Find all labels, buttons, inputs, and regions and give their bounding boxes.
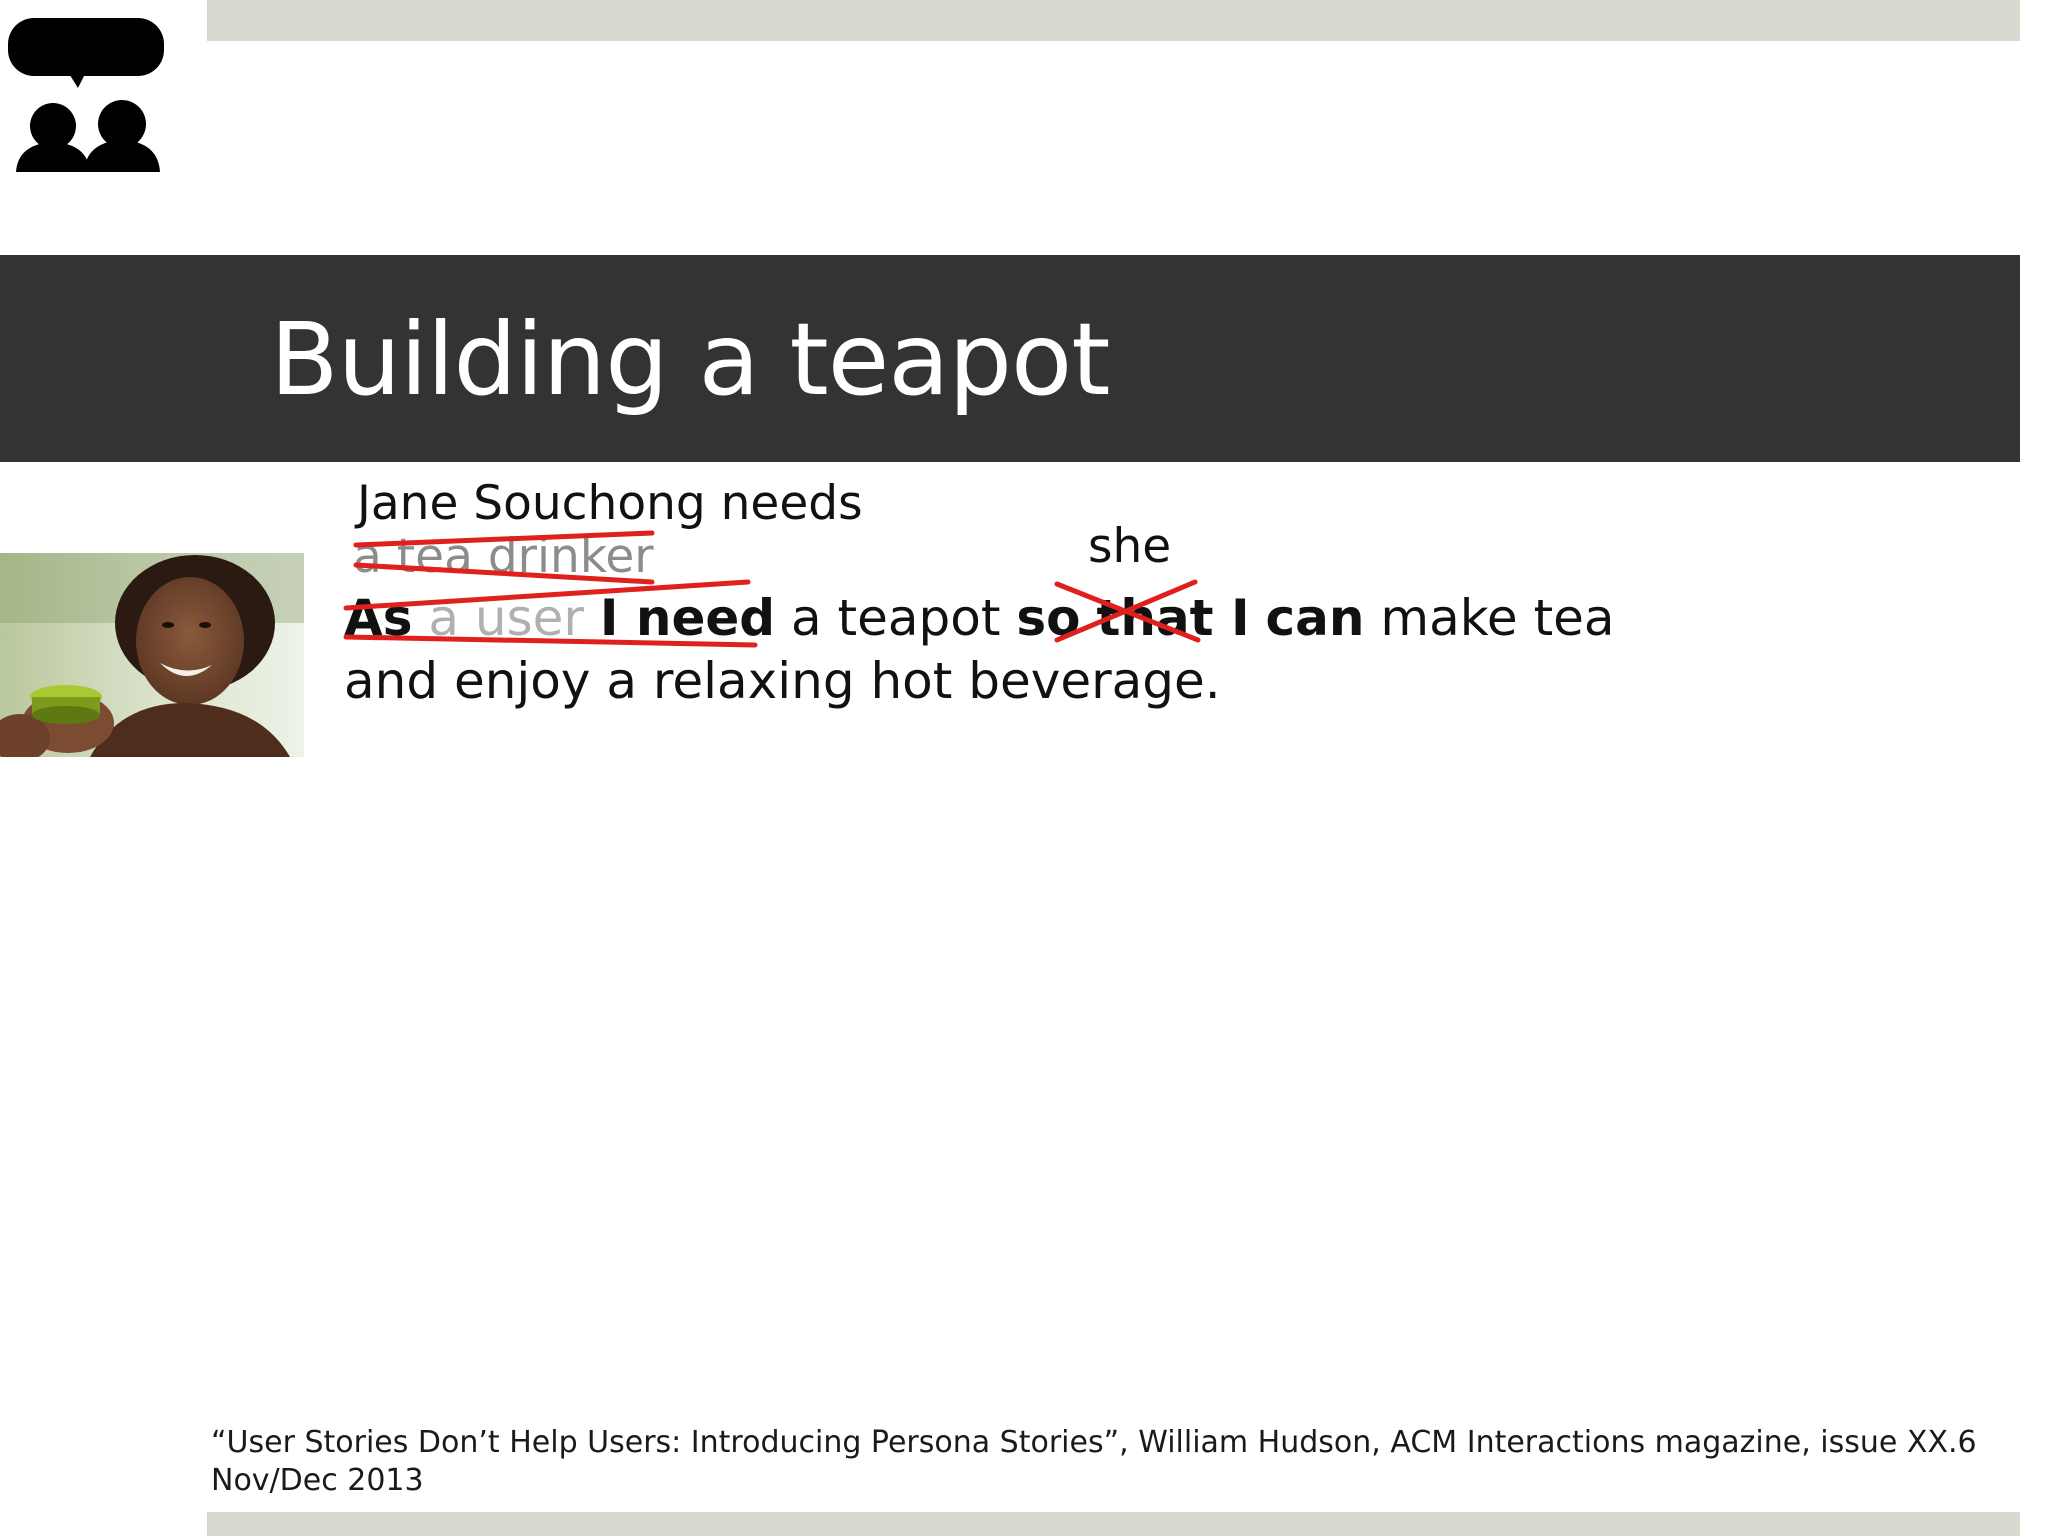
story-teapot: a teapot (791, 589, 1001, 647)
persona-name-annotation: Jane Souchong needs (357, 476, 863, 531)
citation-line-2: Nov/Dec 2013 (211, 1463, 424, 1498)
story-can: can (1265, 589, 1365, 647)
crossed-out-role: a tea drinker (353, 529, 654, 584)
persona-photo (0, 553, 304, 757)
pronoun-annotation: she (1088, 519, 1172, 574)
story-as: As (344, 589, 413, 647)
story-line-2: and enjoy a relaxing hot beverage. (344, 652, 1221, 710)
story-i-need: I need (599, 589, 776, 647)
story-so: so (1016, 589, 1081, 647)
citation (211, 1424, 2011, 1500)
story-a-user: a user (428, 589, 584, 647)
top-accent-bar (207, 0, 2020, 41)
slide-title: Building a teapot (270, 301, 1110, 418)
story-make-tea: make tea (1380, 589, 1615, 647)
citation-line-1: “User Stories Don’t Help Users: Introducing Persona Stories”, William Hudson, ACM Interactions magazine, issue XX.6 (211, 1425, 1977, 1460)
user-story (344, 587, 1694, 713)
two-people-speech-bubble-icon (6, 14, 168, 176)
story-that-i: that I (1096, 589, 1250, 647)
bottom-accent-bar (207, 1512, 2020, 1536)
